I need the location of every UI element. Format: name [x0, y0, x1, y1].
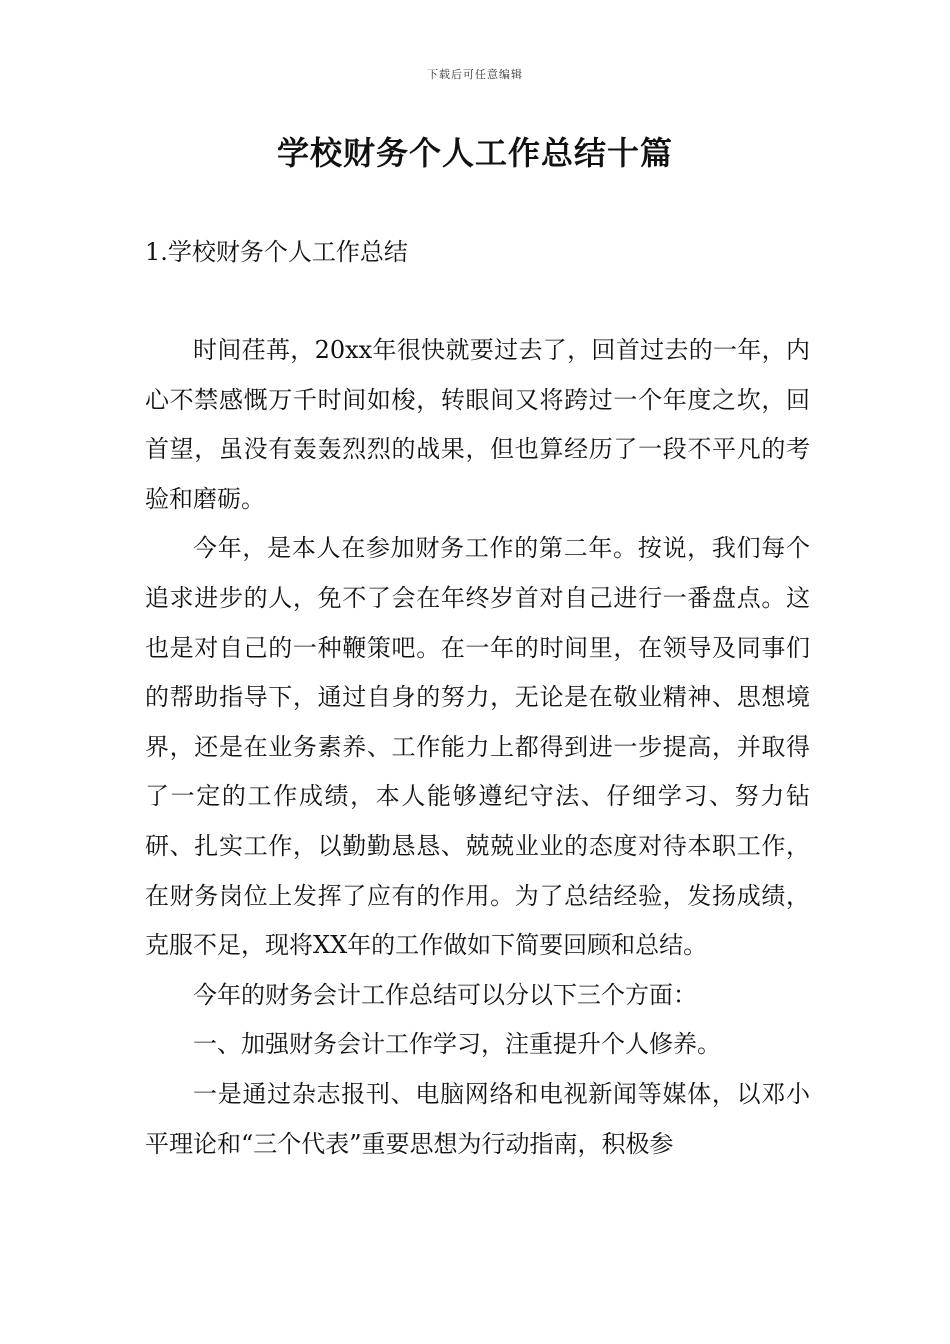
paragraph: 时间荏苒，20xx年很快就要过去了，回首过去的一年，内心不禁感慨万千时间如梭，转眼间又将跨过一个年度之坎，回首望，虽没有轰轰烈烈的战果，但也算经历了一段不平凡的考验和磨砺。	[145, 336, 810, 513]
body-text	[145, 326, 810, 1169]
section-heading: 1.学校财务个人工作总结	[145, 238, 408, 266]
header-note: 下载后可任意编辑	[427, 68, 523, 81]
paragraph: 一、加强财务会计工作学习，注重提升个人修养。	[193, 1030, 721, 1059]
paragraph: 今年，是本人在参加财务工作的第二年。按说，我们每个追求进步的人，免不了会在年终岁首对自己进行一番盘点。这也是对自己的一种鞭策吧。在一年的时间里，在领导及同事们的帮助指导下，通过自身的努力，无论是在敬业精神、思想境界，还是在业务素养、工作能力上都得到进一步提高，并取得了一定的工作成绩，本人能够遵纪守法、仔细学习、努力钻研、扎实工作，以勤勤恳恳、兢兢业业的态度对待本职工作，在财务岗位上发挥了应有的作用。为了总结经验，发扬成绩，克服不足，现将XX年的工作做如下简要回顾和总结。	[145, 534, 810, 960]
paragraph: 今年的财务会计工作总结可以分以下三个方面：	[193, 980, 697, 1009]
document-title: 学校财务个人工作总结十篇	[276, 134, 673, 172]
paragraph: 一是通过杂志报刊、电脑网络和电视新闻等媒体，以邓小平理论和“三个代表”重要思想为行动指南，积极参	[145, 1079, 810, 1158]
